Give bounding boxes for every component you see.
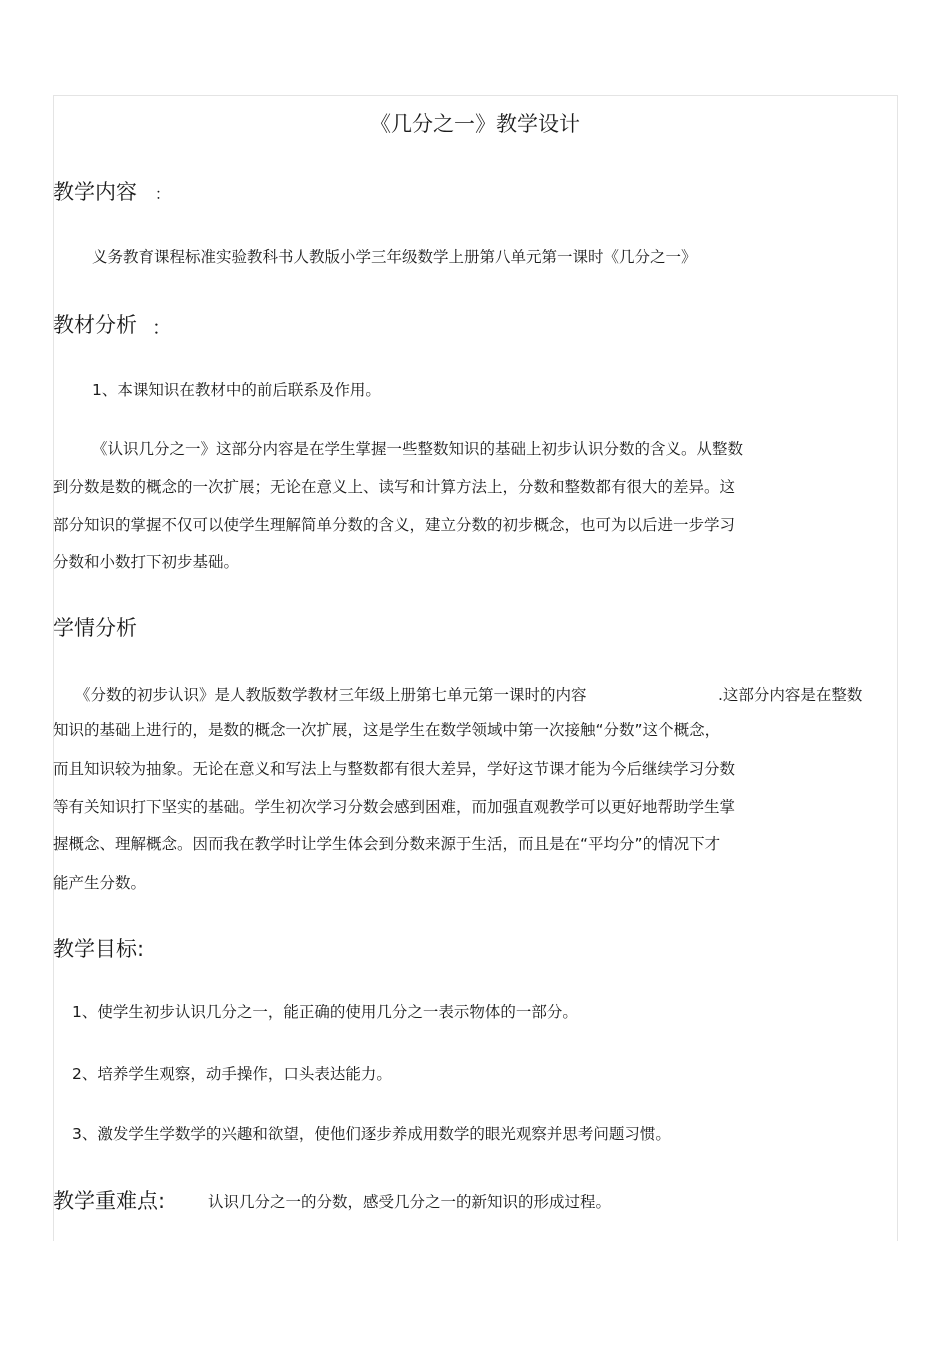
material-point-1: 1、本课知识在教材中的前后联系及作用。 — [92, 381, 381, 399]
material-line: 到分数是数的概念的一次扩展；无论在意义上、读写和计算方法上，分数和整数都有很大的差异。这 — [53, 478, 736, 496]
goal-item: 2、培养学生观察，动手操作，口头表达能力。 — [72, 1065, 392, 1083]
heading-content-colon: ： — [155, 185, 171, 203]
material-line: 《认识几分之一》这部分内容是在学生掌握一些整数知识的基础上初步认识分数的含义。从整数 — [92, 440, 744, 458]
students-line: 等有关知识打下坚实的基础。学生初次学习分数会感到困难，而加强直观教学可以更好地帮助学生掌 — [53, 798, 736, 816]
heading-content: 教学内容 — [53, 180, 137, 204]
students-line: 能产生分数。 — [53, 874, 147, 892]
heading-keypoints: 教学重难点: — [53, 1189, 166, 1213]
goal-item: 1、使学生初步认识几分之一，能正确的使用几分之一表示物体的一部分。 — [72, 1003, 578, 1021]
students-line: 知识的基础上进行的，是数的概念一次扩展，这是学生在数学领域中第一次接触“分数”这个概念， — [53, 721, 721, 739]
heading-goals: 教学目标: — [53, 937, 145, 961]
content-text: 义务教育课程标准实验教科书人教版小学三年级数学上册第八单元第一课时《几分之一》 — [92, 248, 697, 266]
material-line: 部分知识的掌握不仅可以使学生理解简单分数的含义，建立分数的初步概念，也可为以后进一步学习 — [53, 516, 736, 534]
heading-material-colon: ： — [152, 317, 172, 339]
students-line-1b: .这部分内容是在整数 — [718, 686, 863, 704]
goal-item: 3、激发学生学数学的兴趣和欲望，使他们逐步养成用数学的眼光观察并思考问题习惯。 — [72, 1125, 671, 1143]
students-line: 而且知识较为抽象。无论在意义和写法上与整数都有很大差异，学好这节课才能为今后继续学习分数 — [53, 760, 736, 778]
keypoints-text: 认识几分之一的分数，感受几分之一的新知识的形成过程。 — [208, 1193, 612, 1211]
students-line-1a: 《分数的初步认识》是人教版数学教材三年级上册第七单元第一课时的内容 — [75, 686, 587, 704]
students-line: 握概念、理解概念。因而我在教学时让学生体会到分数来源于生活，而且是在“平均分”的情况下才 — [53, 835, 721, 853]
heading-students: 学情分析 — [53, 616, 137, 640]
heading-material: 教材分析 — [53, 313, 137, 337]
material-line: 分数和小数打下初步基础。 — [53, 553, 240, 571]
document-title: 《几分之一》教学设计 — [370, 112, 580, 136]
